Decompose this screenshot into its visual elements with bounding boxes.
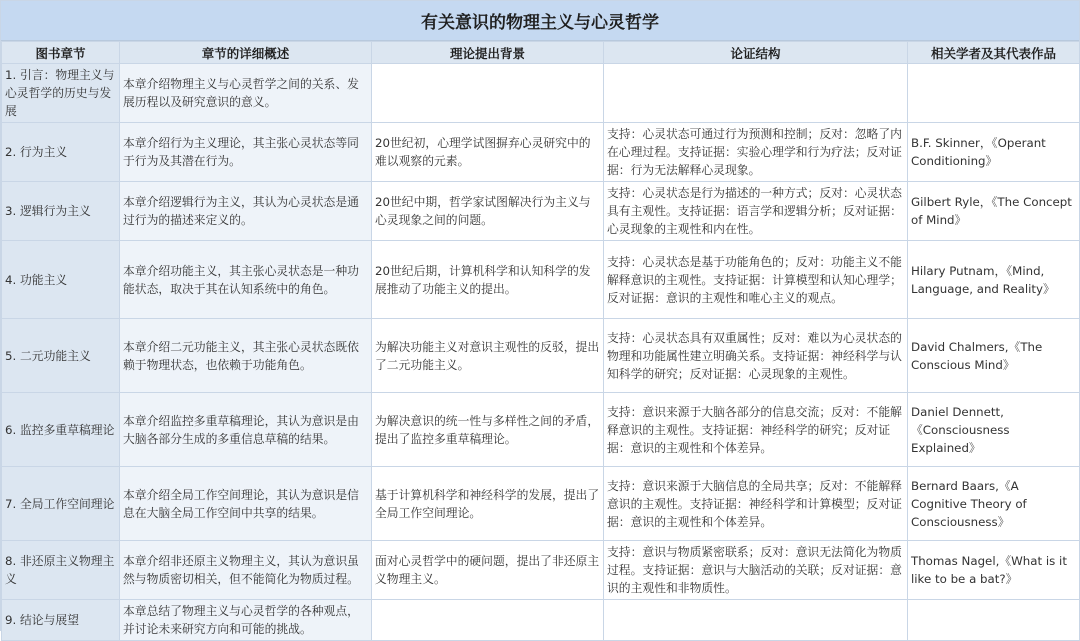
chapter-cell: 3. 逻辑行为主义 [2,182,120,241]
background-cell [372,64,604,123]
background-cell: 为解决功能主义对意识主观性的反驳，提出了二元功能主义。 [372,319,604,393]
argument-cell: 支持：心灵状态是行为描述的一种方式；反对：心灵状态具有主观性。支持证据：语言学和逻辑分析；反对证据：心灵现象的主观性和内在性。 [604,182,908,241]
background-cell: 20世纪中期，哲学家试图解决行为主义与心灵现象之间的问题。 [372,182,604,241]
table-title: 有关意识的物理主义与心灵哲学 [1,1,1079,41]
summary-cell: 本章介绍非还原主义物理主义，其认为意识虽然与物质密切相关，但不能简化为物质过程。 [120,541,372,600]
summary-cell: 本章总结了物理主义与心灵哲学的各种观点，并讨论未来研究方向和可能的挑战。 [120,600,372,641]
argument-cell: 支持：心灵状态具有双重属性；反对：难以为心灵状态的物理和功能属性建立明确关系。支持证据：神经科学与认知科学的研究；反对证据：心灵现象的主观性。 [604,319,908,393]
summary-cell: 本章介绍行为主义理论，其主张心灵状态等同于行为及其潜在行为。 [120,123,372,182]
summary-cell: 本章介绍功能主义，其主张心灵状态是一种功能状态，取决于其在认知系统中的角色。 [120,241,372,319]
chapter-cell: 6. 监控多重草稿理论 [2,393,120,467]
argument-cell: 支持：意识来源于大脑各部分的信息交流；反对：不能解释意识的主观性。支持证据：神经科学的研究；反对证据：意识的主观性和个体差异。 [604,393,908,467]
summary-cell: 本章介绍全局工作空间理论，其认为意识是信息在大脑全局工作空间中共享的结果。 [120,467,372,541]
summary-cell: 本章介绍监控多重草稿理论，其认为意识是由大脑各部分生成的多重信息草稿的结果。 [120,393,372,467]
chapter-table [1,41,1080,641]
background-cell: 为解决意识的统一性与多样性之间的矛盾，提出了监控多重草稿理论。 [372,393,604,467]
argument-cell: 支持：意识与物质紧密联系；反对：意识无法简化为物质过程。支持证据：意识与大脑活动的关联；反对证据：意识的主观性和非物质性。 [604,541,908,600]
header-row [2,42,1080,64]
table-row [2,64,1080,123]
scholar-cell: Gilbert Ryle，《The Concept of Mind》 [908,182,1080,241]
header-background: 理论提出背景 [372,42,604,64]
chapter-cell: 1. 引言：物理主义与心灵哲学的历史与发展 [2,64,120,123]
table-row [2,467,1080,541]
argument-cell: 支持：心灵状态可通过行为预测和控制；反对：忽略了内在心理过程。支持证据：实验心理学和行为疗法；反对证据：行为无法解释心灵现象。 [604,123,908,182]
table-row [2,123,1080,182]
scholar-cell [908,600,1080,641]
background-cell: 面对心灵哲学中的硬问题，提出了非还原主义物理主义。 [372,541,604,600]
scholar-cell: B.F. Skinner，《Operant Conditioning》 [908,123,1080,182]
scholar-cell: Hilary Putnam，《Mind, Language, and Reality》 [908,241,1080,319]
table-row [2,393,1080,467]
table-row [2,319,1080,393]
chapter-cell: 5. 二元功能主义 [2,319,120,393]
argument-cell [604,64,908,123]
scholar-cell: Thomas Nagel,《What is it like to be a bat?》 [908,541,1080,600]
header-chapter: 图书章节 [2,42,120,64]
summary-cell: 本章介绍物理主义与心灵哲学之间的关系、发展历程以及研究意识的意义。 [120,64,372,123]
table-row [2,541,1080,600]
scholar-cell: David Chalmers,《The Conscious Mind》 [908,319,1080,393]
header-scholar: 相关学者及其代表作品 [908,42,1080,64]
argument-cell [604,600,908,641]
scholar-cell: Daniel Dennett,《Consciousness Explained》 [908,393,1080,467]
header-summary: 章节的详细概述 [120,42,372,64]
background-cell: 20世纪初，心理学试图摒弃心灵研究中的难以观察的元素。 [372,123,604,182]
argument-cell: 支持：心灵状态是基于功能角色的；反对：功能主义不能解释意识的主观性。支持证据：计算模型和认知心理学；反对证据：意识的主观性和唯心主义的观点。 [604,241,908,319]
chapter-cell: 4. 功能主义 [2,241,120,319]
background-cell: 20世纪后期，计算机科学和认知科学的发展推动了功能主义的提出。 [372,241,604,319]
chapter-cell: 8. 非还原主义物理主义 [2,541,120,600]
scholar-cell [908,64,1080,123]
background-cell: 基于计算机科学和神经科学的发展，提出了全局工作空间理论。 [372,467,604,541]
summary-cell: 本章介绍逻辑行为主义，其认为心灵状态是通过行为的描述来定义的。 [120,182,372,241]
scholar-cell: Bernard Baars,《A Cognitive Theory of Consciousness》 [908,467,1080,541]
background-cell [372,600,604,641]
summary-cell: 本章介绍二元功能主义，其主张心灵状态既依赖于物理状态，也依赖于功能角色。 [120,319,372,393]
chapter-cell: 9. 结论与展望 [2,600,120,641]
argument-cell: 支持：意识来源于大脑信息的全局共享；反对：不能解释意识的主观性。支持证据：神经科学和计算模型；反对证据：意识的主观性和个体差异。 [604,467,908,541]
chapter-cell: 7. 全局工作空间理论 [2,467,120,541]
table-row [2,182,1080,241]
chapter-cell: 2. 行为主义 [2,123,120,182]
table-row [2,241,1080,319]
header-argument: 论证结构 [604,42,908,64]
table-row [2,600,1080,641]
